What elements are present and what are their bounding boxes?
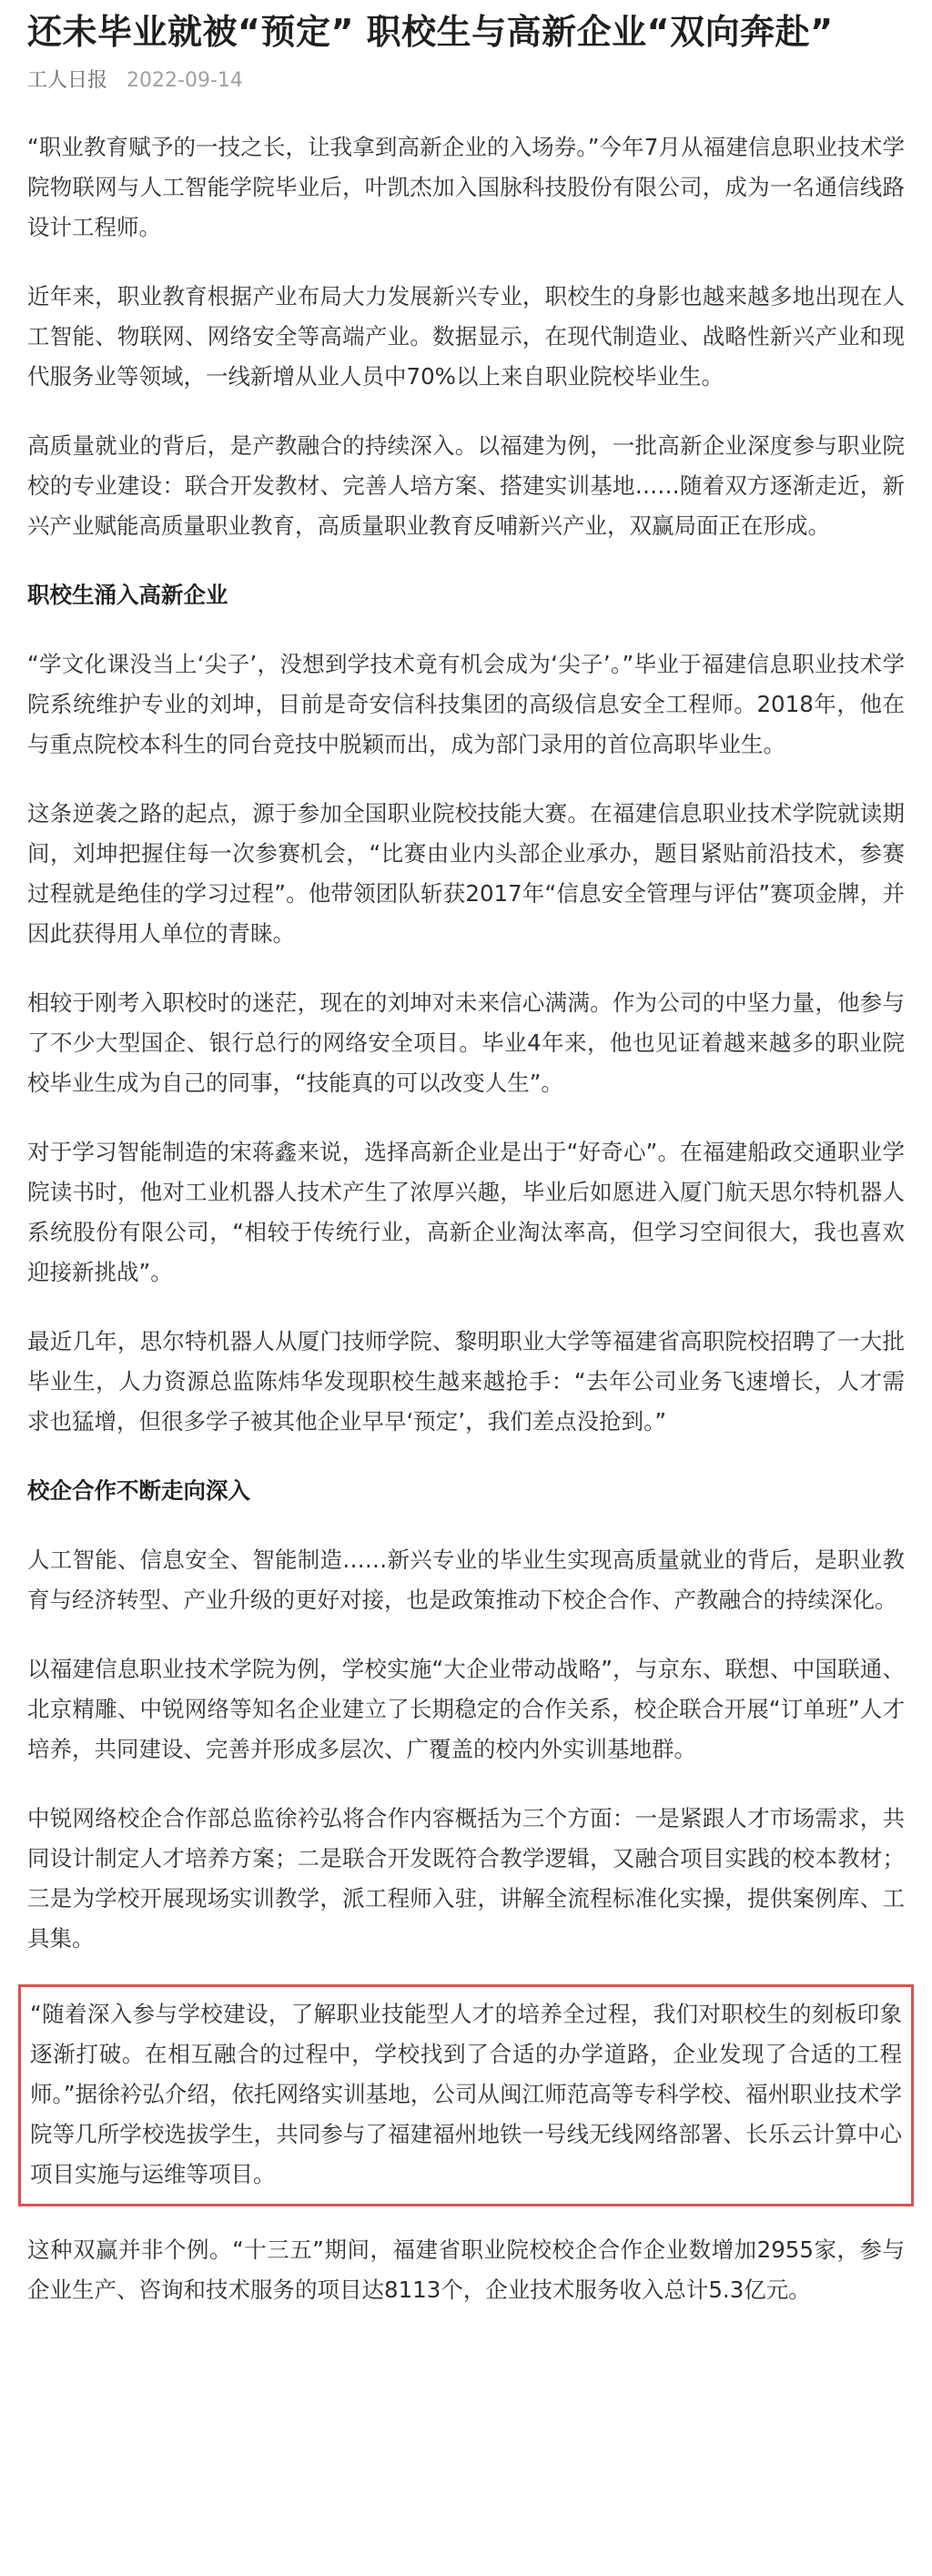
article-body [27, 127, 905, 2310]
paragraph: 这种双赢并非个例。“十三五”期间，福建省职业院校校企合作企业数增加2955家，参与企业生产、咨询和技术服务的项目达8113个，企业技术服务收入总计5.3亿元。 [27, 2236, 905, 2303]
article-meta [27, 66, 905, 96]
article-source[interactable]: 工人日报 [27, 69, 108, 92]
paragraph: 近年来，职业教育根据产业布局大力发展新兴专业，职校生的身影也越来越多地出现在人工智能、物联网、网络安全等高端产业。数据显示，在现代制造业、战略性新兴产业和现代服务业等领域，一线新增从业人员中70%以上来自职业院校毕业生。 [27, 283, 905, 390]
highlighted-paragraph: “随着深入参与学校建设，了解职业技能型人才的培养全过程，我们对职校生的刻板印象逐渐打破。在相互融合的过程中，学校找到了合适的办学道路，企业发现了合适的工程师。”据徐衿弘介绍，依托网络实训基地，公司从闽江师范高等专科学校、福州职业技术学院等几所学校选拔学生，共同参与了福建福州地铁一号线无线网络部署、长乐云计算中心项目实施与运维等项目。 [30, 2001, 902, 2187]
paragraph: 人工智能、信息安全、智能制造……新兴专业的毕业生实现高质量就业的背后，是职业教育与经济转型、产业升级的更好对接，也是政策推动下校企合作、产教融合的持续深化。 [27, 1547, 905, 1613]
article-date: 2022-09-14 [127, 69, 243, 92]
paragraph: “学文化课没当上‘尖子’，没想到学技术竟有机会成为‘尖子’。”毕业于福建信息职业技术学院系统维护专业的刘坤，目前是奇安信科技集团的高级信息安全工程师。2018年，他在与重点院校本科生的同台竞技中脱颖而出，成为部门录用的首位高职毕业生。 [27, 651, 905, 757]
paragraph: 对于学习智能制造的宋蒋鑫来说，选择高新企业是出于“好奇心”。在福建船政交通职业学院读书时，他对工业机器人技术产生了浓厚兴趣，毕业后如愿进入厦门航天思尔特机器人系统股份有限公司，“相较于传统行业，高新企业淘汰率高，但学习空间很大，我也喜欢迎接新挑战”。 [27, 1139, 905, 1285]
paragraph: 以福建信息职业技术学院为例，学校实施“大企业带动战略”，与京东、联想、中国联通、北京精雕、中锐网络等知名企业建立了长期稳定的合作关系，校企联合开展“订单班”人才培养，共同建设、完善并形成多层次、广覆盖的校内外实训基地群。 [27, 1656, 905, 1762]
article-title: 还未毕业就被“预定” 职校生与高新企业“双向奔赴” [27, 12, 834, 52]
paragraph: 中锐网络校企合作部总监徐衿弘将合作内容概括为三个方面：一是紧跟人才市场需求，共同设计制定人才培养方案；二是联合开发既符合教学逻辑，又融合项目实践的校本教材；三是为学校开展现场实训教学，派工程师入驻，讲解全流程标准化实操，提供案例库、工具集。 [27, 1805, 905, 1952]
paragraph: 高质量就业的背后，是产教融合的持续深入。以福建为例，一批高新企业深度参与职业院校的专业建设：联合开发教材、完善人培方案、搭建实训基地……随着双方逐渐走近，新兴产业赋能高质量职业教育，高质量职业教育反哺新兴产业，双赢局面正在形成。 [27, 432, 905, 539]
section-heading: 职校生涌入高新企业 [27, 582, 228, 608]
highlighted-paragraph-box [18, 1984, 914, 2206]
paragraph: 最近几年，思尔特机器人从厦门技师学院、黎明职业大学等福建省高职院校招聘了一大批毕业生，人力资源总监陈炜华发现职校生越来越抢手：“去年公司业务飞速增长，人才需求也猛增，但很多学子被其他企业早早‘预定’，我们差点没抢到。” [27, 1328, 905, 1435]
section-heading: 校企合作不断走向深入 [27, 1477, 250, 1504]
paragraph: 这条逆袭之路的起点，源于参加全国职业院校技能大赛。在福建信息职业技术学院就读期间，刘坤把握住每一次参赛机会，“比赛由业内头部企业承办，题目紧贴前沿技术，参赛过程就是绝佳的学习过程”。他带领团队斩获2017年“信息安全管理与评估”赛项金牌，并因此获得用人单位的青睐。 [27, 800, 905, 947]
paragraph: “职业教育赋予的一技之长，让我拿到高新企业的入场券。”今年7月从福建信息职业技术学院物联网与人工智能学院毕业后，叶凯杰加入国脉科技股份有限公司，成为一名通信线路设计工程师。 [27, 134, 905, 240]
paragraph: 相较于刚考入职校时的迷茫，现在的刘坤对未来信心满满。作为公司的中坚力量，他参与了不少大型国企、银行总行的网络安全项目。毕业4年来，他也见证着越来越多的职业院校毕业生成为自己的同事，“技能真的可以改变人生”。 [27, 989, 905, 1096]
